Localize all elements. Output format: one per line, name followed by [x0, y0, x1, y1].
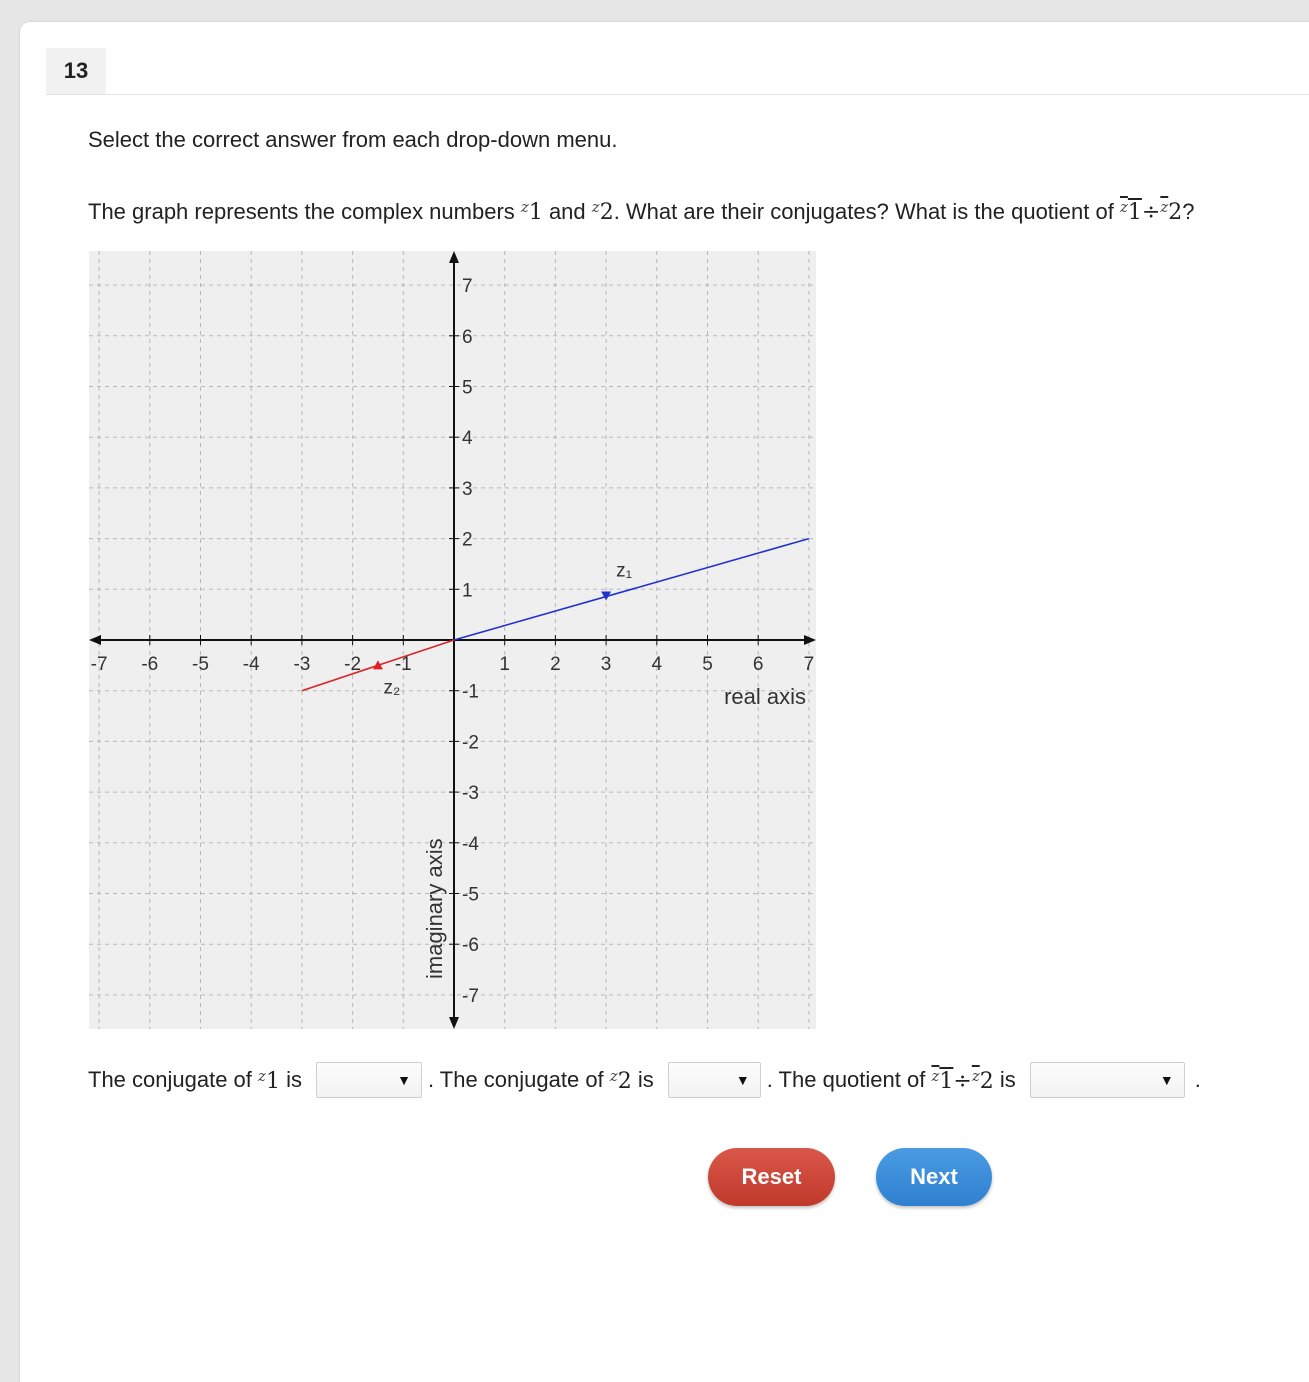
- x-tick-label: 4: [651, 654, 663, 675]
- quotient-expression: $^z$1÷$^{\overline{z}}$2: [931, 1066, 994, 1094]
- is-label: is: [637, 1067, 654, 1092]
- y-tick-label: -6: [462, 935, 479, 957]
- y-tick-label: -7: [462, 985, 479, 1007]
- x-tick-label: -5: [192, 654, 209, 675]
- x-axis-label: real axis: [724, 684, 806, 709]
- conj1-label: The conjugate of: [88, 1067, 252, 1092]
- y-tick-label: 6: [462, 326, 473, 348]
- z1-label: z₁: [616, 560, 633, 582]
- x-tick-label: 5: [702, 654, 713, 675]
- y-tick-label: -3: [462, 783, 479, 805]
- end-period: .: [1194, 1067, 1201, 1092]
- x-tick-label: 1: [499, 654, 510, 675]
- x-tick-label: -1: [394, 654, 412, 675]
- x-tick-label: -4: [242, 654, 260, 675]
- quotient-expression: $^z$1÷$^{\overline{z}}$2: [1119, 198, 1183, 225]
- y-tick-label: -1: [462, 681, 479, 703]
- instruction-text: Select the correct answer from each drop-down menu.: [88, 127, 618, 152]
- x-tick-label: -6: [141, 654, 159, 675]
- x-tick-label: 6: [752, 654, 764, 675]
- x-tick-label: -7: [90, 654, 108, 675]
- question-number: 13: [46, 48, 106, 94]
- question-prompt: [88, 198, 1194, 225]
- answer-row: [88, 1062, 1201, 1098]
- quot-label: . The quotient of: [766, 1067, 926, 1092]
- y-tick-label: -2: [462, 732, 479, 754]
- y-axis-label: imaginary axis: [422, 838, 447, 980]
- x-tick-label: 7: [803, 654, 815, 675]
- prompt-and: and: [548, 199, 586, 224]
- chevron-down-icon: ▼: [735, 1072, 750, 1088]
- conj2-label: . The conjugate of: [427, 1067, 604, 1092]
- is-label: is: [286, 1067, 302, 1092]
- conj1-dropdown[interactable]: [316, 1062, 422, 1098]
- quotient-dropdown[interactable]: [1030, 1062, 1185, 1098]
- question-card: [20, 22, 1309, 1382]
- chevron-down-icon: ▼: [1159, 1072, 1174, 1088]
- x-tick-label: 2: [550, 654, 561, 675]
- z2-symbol: $^z$2: [609, 1066, 632, 1094]
- chevron-down-icon: ▼: [397, 1072, 411, 1088]
- complex-plane-graph: [89, 251, 816, 1034]
- y-tick-label: 2: [462, 529, 473, 551]
- y-tick-label: 7: [462, 276, 473, 298]
- z2-label: z₂: [383, 677, 401, 699]
- reset-button[interactable]: Reset: [708, 1148, 835, 1206]
- z1-symbol: $^z$1: [258, 1066, 280, 1094]
- y-tick-label: 4: [462, 428, 473, 450]
- question-header: [46, 48, 1309, 95]
- x-tick-label: -3: [293, 654, 311, 675]
- conj2-dropdown[interactable]: [668, 1062, 761, 1098]
- z2-symbol: $^z$2: [591, 198, 614, 225]
- is-label: is: [999, 1067, 1016, 1092]
- y-tick-label: -5: [462, 884, 479, 906]
- prompt-end: ?: [1182, 199, 1195, 224]
- y-tick-label: 1: [462, 580, 473, 602]
- x-tick-label: -2: [344, 654, 362, 675]
- y-tick-label: -4: [462, 833, 479, 855]
- prompt-part1: The graph represents the complex numbers: [88, 199, 515, 224]
- next-button[interactable]: Next: [876, 1148, 992, 1206]
- complex-plane-svg: [89, 251, 816, 1029]
- x-tick-label: 3: [600, 654, 612, 675]
- prompt-part2: . What are their conjugates? What is the quotient of: [613, 199, 1114, 224]
- z1-symbol: $^z$1: [520, 198, 543, 225]
- y-tick-label: 5: [462, 377, 473, 399]
- y-tick-label: 3: [462, 478, 473, 500]
